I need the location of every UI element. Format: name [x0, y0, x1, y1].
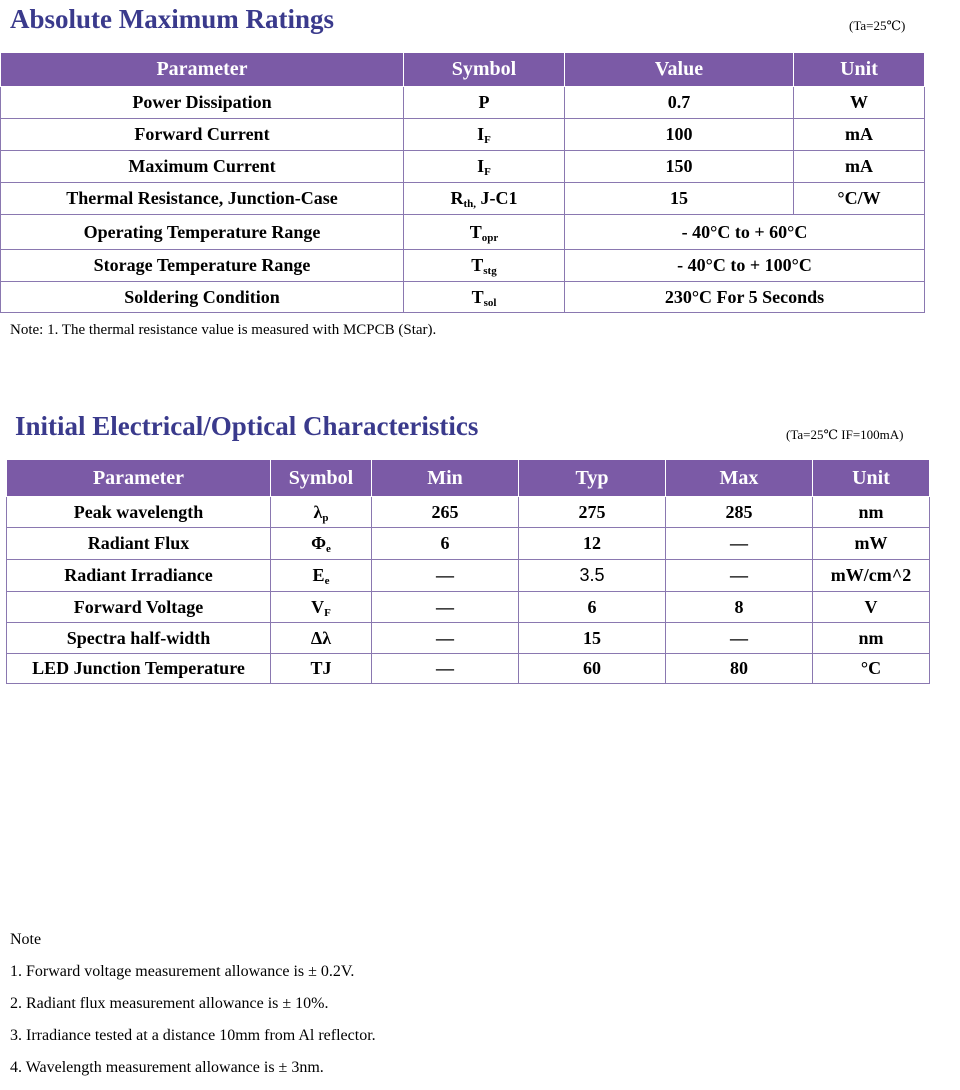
- min-cell: —: [372, 654, 519, 684]
- table-row: [7, 528, 930, 560]
- amr-header-row: [1, 53, 925, 87]
- symbol-text: TJ: [310, 658, 332, 678]
- typ-cell: 3.5: [519, 560, 666, 592]
- param-cell: Spectra half-width: [7, 623, 271, 654]
- unit-cell: °C/W: [794, 183, 925, 215]
- param-cell: LED Junction Temperature: [7, 654, 271, 684]
- symbol-tail: J-C1: [476, 188, 518, 208]
- param-cell: Peak wavelength: [7, 497, 271, 528]
- ieoc-header-max: Max: [666, 460, 813, 497]
- symbol-text: E: [312, 565, 325, 585]
- table-row: [1, 151, 925, 183]
- symbol-subscript: F: [484, 134, 491, 146]
- ieoc-header-min: Min: [372, 460, 519, 497]
- value-cell: 15: [565, 183, 794, 215]
- unit-cell: nm: [813, 623, 930, 654]
- symbol-subscript: F: [324, 606, 331, 619]
- symbol-cell: [271, 592, 372, 623]
- symbol-subscript: e: [324, 575, 330, 587]
- symbol-cell: [404, 250, 565, 282]
- ieoc-condition: (Ta=25℃ IF=100mA): [786, 427, 904, 442]
- ieoc-header-parameter: Parameter: [7, 460, 271, 497]
- symbol-subscript: th,: [463, 198, 477, 210]
- symbol-text: I: [477, 124, 485, 144]
- notes-section: [10, 930, 376, 1090]
- max-cell: 80: [666, 654, 813, 684]
- amr-title: Absolute Maximum Ratings: [10, 4, 335, 34]
- symbol-text: Φ: [311, 533, 327, 553]
- amr-header-unit: Unit: [794, 53, 925, 87]
- param-cell: Radiant Flux: [7, 528, 271, 560]
- min-cell: —: [372, 592, 519, 623]
- symbol-cell: [404, 215, 565, 250]
- table-row: [7, 654, 930, 684]
- param-cell: Operating Temperature Range: [1, 215, 404, 250]
- symbol-subscript: stg: [483, 265, 497, 277]
- max-cell: —: [666, 528, 813, 560]
- symbol-text: T: [471, 255, 484, 275]
- value-cell: 150: [565, 151, 794, 183]
- symbol-text: Δλ: [310, 627, 332, 648]
- unit-cell: V: [813, 592, 930, 623]
- typ-cell: 12: [519, 528, 666, 560]
- note-item: 3. Irradiance tested at a distance 10mm from Al reflector.: [10, 1027, 376, 1044]
- param-cell: Thermal Resistance, Junction-Case: [1, 183, 404, 215]
- value-cell: - 40°C to + 60°C: [565, 215, 925, 250]
- amr-condition: (Ta=25℃): [849, 18, 906, 33]
- symbol-cell: [271, 497, 372, 528]
- symbol-text: λ: [313, 501, 323, 522]
- amr-header-parameter: Parameter: [1, 53, 404, 87]
- table-row: [1, 250, 925, 282]
- table-row: [1, 87, 925, 119]
- symbol-cell: [271, 623, 372, 654]
- value-cell: 0.7: [565, 87, 794, 119]
- typ-cell: 60: [519, 654, 666, 684]
- value-cell: 100: [565, 119, 794, 151]
- unit-cell: mW/cm^2: [813, 560, 930, 592]
- param-cell: Maximum Current: [1, 151, 404, 183]
- unit-cell: mW: [813, 528, 930, 560]
- symbol-text: V: [311, 596, 325, 617]
- symbol-text: I: [477, 156, 485, 176]
- symbol-cell: [404, 119, 565, 151]
- symbol-cell: [404, 87, 565, 119]
- symbol-text: R: [450, 188, 464, 208]
- unit-cell: mA: [794, 151, 925, 183]
- value-cell: 230°C For 5 Seconds: [565, 282, 925, 313]
- symbol-cell: [271, 654, 372, 684]
- ieoc-header-unit: Unit: [813, 460, 930, 497]
- ieoc-header-typ: Typ: [519, 460, 666, 497]
- unit-cell: nm: [813, 497, 930, 528]
- note-item: 2. Radiant flux measurement allowance is ± 10%.: [10, 995, 329, 1012]
- amr-header-value: Value: [565, 53, 794, 87]
- param-cell: Forward Current: [1, 119, 404, 151]
- min-cell: —: [372, 623, 519, 654]
- table-row: [7, 592, 930, 623]
- typ-cell: 15: [519, 623, 666, 654]
- max-cell: —: [666, 623, 813, 654]
- table-row: [1, 282, 925, 313]
- symbol-text: T: [471, 286, 484, 307]
- note-item: 4. Wavelength measurement allowance is ± 3nm.: [10, 1059, 324, 1076]
- table-row: [1, 183, 925, 215]
- unit-cell: mA: [794, 119, 925, 151]
- notes-heading: Note: [10, 931, 42, 948]
- symbol-text: T: [469, 221, 482, 242]
- max-cell: 285: [666, 497, 813, 528]
- ieoc-header-row: [7, 460, 930, 497]
- value-cell: - 40°C to + 100°C: [565, 250, 925, 282]
- symbol-subscript: e: [326, 543, 331, 555]
- unit-cell: °C: [813, 654, 930, 684]
- min-cell: 265: [372, 497, 519, 528]
- amr-note: Note: 1. The thermal resistance value is measured with MCPCB (Star).: [10, 322, 437, 338]
- table-row: [7, 560, 930, 592]
- table-row: [7, 497, 930, 528]
- table-row: [1, 215, 925, 250]
- symbol-subscript: F: [484, 166, 491, 178]
- typ-cell: 6: [519, 592, 666, 623]
- symbol-cell: [404, 282, 565, 313]
- ieoc-table: [6, 459, 930, 684]
- param-cell: Radiant Irradiance: [7, 560, 271, 592]
- ieoc-header-symbol: Symbol: [271, 460, 372, 497]
- amr-header-symbol: Symbol: [404, 53, 565, 87]
- symbol-subscript: sol: [483, 296, 497, 309]
- typ-cell: 275: [519, 497, 666, 528]
- param-cell: Storage Temperature Range: [1, 250, 404, 282]
- param-cell: Soldering Condition: [1, 282, 404, 313]
- symbol-text: P: [478, 92, 490, 112]
- table-row: [1, 119, 925, 151]
- symbol-cell: [404, 151, 565, 183]
- min-cell: 6: [372, 528, 519, 560]
- table-row: [7, 623, 930, 654]
- symbol-cell: [404, 183, 565, 215]
- param-cell: Forward Voltage: [7, 592, 271, 623]
- symbol-cell: [271, 528, 372, 560]
- symbol-subscript: opr: [481, 231, 499, 244]
- symbol-subscript: p: [322, 511, 329, 524]
- note-item: 1. Forward voltage measurement allowance is ± 0.2V.: [10, 963, 355, 980]
- amr-table: [0, 52, 925, 313]
- symbol-cell: [271, 560, 372, 592]
- ieoc-title: Initial Electrical/Optical Characteristics: [15, 411, 479, 441]
- min-cell: —: [372, 560, 519, 592]
- param-cell: Power Dissipation: [1, 87, 404, 119]
- max-cell: —: [666, 560, 813, 592]
- unit-cell: W: [794, 87, 925, 119]
- max-cell: 8: [666, 592, 813, 623]
